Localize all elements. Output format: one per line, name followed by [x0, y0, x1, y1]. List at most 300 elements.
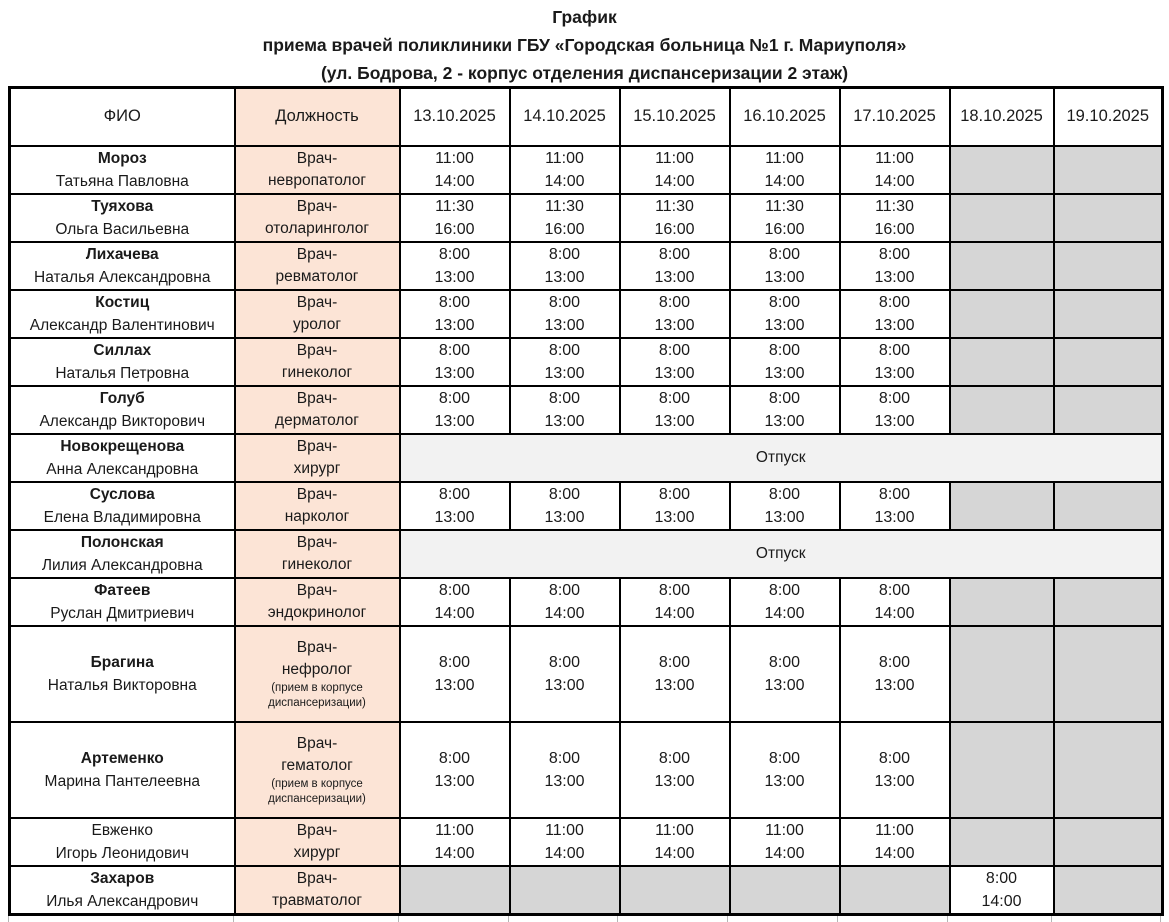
time-cell — [400, 146, 510, 194]
time-value: 8:00 — [438, 653, 471, 671]
table-row — [10, 626, 1163, 722]
time-cell — [840, 338, 950, 386]
time-cell — [730, 818, 840, 866]
doctor-given-name: Ольга Васильевна — [55, 220, 190, 238]
time-value: 14:00 — [544, 844, 585, 862]
day-off-cell — [1054, 866, 1163, 915]
position-line: нефролог — [281, 660, 353, 678]
doctor-surname: Артеменко — [80, 749, 164, 767]
schedule-title — [0, 0, 1169, 86]
doctor-surname: Евженко — [91, 821, 154, 839]
day-off-cell — [950, 626, 1054, 722]
time-value: 11:00 — [435, 821, 474, 839]
time-cell — [840, 386, 950, 434]
time-value: 13:00 — [434, 268, 475, 286]
time-value: 8:00 — [658, 749, 691, 767]
doctor-given-name: Елена Владимировна — [43, 508, 201, 526]
doctor-name-cell — [10, 290, 235, 338]
position-line: ревматолог — [275, 267, 359, 285]
schedule-title-line2: приема врачей поликлиники ГБУ «Городская больница №1 г. Мариуполя» — [262, 35, 907, 55]
time-value: 8:00 — [438, 245, 471, 263]
doctor-name-cell — [10, 626, 235, 722]
position-line: Врач- — [296, 389, 338, 407]
time-cell — [840, 290, 950, 338]
cutoff-next-row-strip — [8, 916, 1161, 922]
position-line: Врач- — [296, 245, 338, 263]
column-header: 17.10.2025 — [840, 88, 950, 146]
time-cell — [730, 386, 840, 434]
position-line: гинеколог — [281, 363, 353, 381]
time-value: 16:00 — [434, 220, 475, 238]
day-off-cell — [1054, 482, 1163, 530]
position-line: гинеколог — [281, 555, 353, 573]
time-cell — [840, 242, 950, 290]
time-value: 8:00 — [768, 245, 801, 263]
time-value: 11:00 — [875, 149, 914, 167]
time-value: 8:00 — [658, 389, 691, 407]
time-value: 16:00 — [874, 220, 915, 238]
time-value: 13:00 — [874, 412, 915, 430]
time-value: 13:00 — [874, 772, 915, 790]
doctor-name-cell — [10, 386, 235, 434]
time-value: 11:00 — [435, 149, 474, 167]
time-value: 11:30 — [765, 197, 804, 215]
time-value: 8:00 — [878, 245, 911, 263]
time-cell — [510, 626, 620, 722]
table-row — [10, 578, 1163, 626]
cutoff-cell — [838, 916, 948, 922]
position-line: Врач- — [296, 821, 338, 839]
time-value: 8:00 — [548, 485, 581, 503]
table-row — [10, 530, 1163, 578]
time-value: 8:00 — [548, 341, 581, 359]
doctor-name-cell — [10, 194, 235, 242]
time-value: 8:00 — [985, 869, 1018, 887]
time-cell — [400, 818, 510, 866]
time-value: 13:00 — [434, 772, 475, 790]
doctor-given-name: Игорь Леонидович — [55, 844, 189, 862]
day-off-cell — [1054, 818, 1163, 866]
time-value: 13:00 — [544, 772, 585, 790]
day-off-cell — [1054, 386, 1163, 434]
time-value: 8:00 — [878, 341, 911, 359]
time-value: 8:00 — [548, 293, 581, 311]
cutoff-cell — [509, 916, 619, 922]
time-cell — [400, 386, 510, 434]
time-value: 8:00 — [878, 581, 911, 599]
time-value: 8:00 — [548, 749, 581, 767]
time-value: 8:00 — [768, 581, 801, 599]
time-value: 16:00 — [764, 220, 805, 238]
time-value: 13:00 — [654, 676, 695, 694]
table-row — [10, 818, 1163, 866]
cutoff-cell — [728, 916, 838, 922]
position-cell — [235, 242, 400, 290]
time-cell — [400, 194, 510, 242]
time-value: 13:00 — [544, 268, 585, 286]
day-off-cell — [1054, 146, 1163, 194]
time-value: 8:00 — [658, 653, 691, 671]
time-value: 13:00 — [434, 508, 475, 526]
time-value: 11:30 — [875, 197, 914, 215]
time-value: 14:00 — [764, 172, 805, 190]
position-line: Врач- — [296, 581, 338, 599]
column-header: 15.10.2025 — [620, 88, 730, 146]
doctor-surname: Туяхова — [91, 197, 154, 215]
doctor-surname: Захаров — [90, 869, 155, 887]
time-value: 13:00 — [874, 268, 915, 286]
day-off-cell — [950, 146, 1054, 194]
time-cell — [510, 146, 620, 194]
doctor-name-cell — [10, 866, 235, 915]
time-value: 14:00 — [654, 604, 695, 622]
position-cell — [235, 818, 400, 866]
day-off-cell — [510, 866, 620, 915]
time-cell — [510, 290, 620, 338]
column-header: Должность — [235, 88, 400, 146]
time-value: 8:00 — [768, 653, 801, 671]
time-value: 8:00 — [548, 581, 581, 599]
table-row — [10, 290, 1163, 338]
time-value: 11:00 — [655, 821, 694, 839]
position-cell — [235, 386, 400, 434]
position-note-line: диспансеризации) — [268, 696, 366, 709]
time-cell — [620, 290, 730, 338]
doctor-name-cell — [10, 146, 235, 194]
time-cell — [730, 194, 840, 242]
time-value: 11:00 — [655, 149, 694, 167]
time-value: 14:00 — [764, 604, 805, 622]
time-value: 14:00 — [981, 892, 1022, 910]
time-cell — [840, 626, 950, 722]
doctor-name-cell — [10, 530, 235, 578]
doctor-surname: Брагина — [90, 653, 154, 671]
time-value: 8:00 — [438, 749, 471, 767]
time-value: 11:30 — [545, 197, 584, 215]
time-value: 8:00 — [768, 341, 801, 359]
time-value: 8:00 — [768, 389, 801, 407]
position-cell — [235, 578, 400, 626]
time-value: 8:00 — [658, 341, 691, 359]
day-off-cell — [950, 290, 1054, 338]
day-off-cell — [1054, 722, 1163, 818]
time-value: 13:00 — [654, 508, 695, 526]
schedule-body — [10, 146, 1163, 915]
position-line: Врач- — [296, 437, 338, 455]
column-header: 18.10.2025 — [950, 88, 1054, 146]
position-line: Врач- — [296, 638, 338, 656]
doctor-name-cell — [10, 578, 235, 626]
time-cell — [400, 722, 510, 818]
time-value: 8:00 — [878, 485, 911, 503]
time-value: 11:30 — [655, 197, 694, 215]
time-cell — [510, 482, 620, 530]
doctor-given-name: Марина Пантелеевна — [44, 772, 201, 790]
day-off-cell — [1054, 194, 1163, 242]
time-value: 8:00 — [548, 245, 581, 263]
column-header: 16.10.2025 — [730, 88, 840, 146]
time-value: 13:00 — [764, 772, 805, 790]
position-line: уролог — [293, 315, 341, 333]
time-value: 11:00 — [765, 149, 804, 167]
table-row — [10, 866, 1163, 915]
day-off-cell — [950, 818, 1054, 866]
position-line: Врач- — [296, 293, 338, 311]
time-value: 11:30 — [435, 197, 474, 215]
position-cell — [235, 626, 400, 722]
table-row — [10, 386, 1163, 434]
position-line: Врач- — [296, 485, 338, 503]
doctor-surname: Фатеев — [94, 581, 151, 599]
time-value: 13:00 — [544, 316, 585, 334]
position-line: Врач- — [296, 734, 338, 752]
time-cell — [510, 194, 620, 242]
position-line: нарколог — [284, 507, 350, 525]
time-cell — [510, 818, 620, 866]
time-value: 13:00 — [654, 412, 695, 430]
day-off-cell — [730, 866, 840, 915]
time-cell — [620, 818, 730, 866]
position-note-line: (прием в корпусе — [271, 681, 363, 694]
time-cell — [620, 338, 730, 386]
time-cell — [510, 338, 620, 386]
time-cell — [400, 338, 510, 386]
column-header: 14.10.2025 — [510, 88, 620, 146]
day-off-cell — [950, 242, 1054, 290]
doctor-name-cell — [10, 338, 235, 386]
time-value: 13:00 — [434, 676, 475, 694]
time-value: 8:00 — [438, 293, 471, 311]
time-value: 13:00 — [764, 412, 805, 430]
time-value: 13:00 — [654, 268, 695, 286]
doctor-name-cell — [10, 722, 235, 818]
time-value: 14:00 — [544, 604, 585, 622]
time-value: 14:00 — [874, 844, 915, 862]
position-line: Врач- — [296, 149, 338, 167]
column-header: 13.10.2025 — [400, 88, 510, 146]
time-value: 13:00 — [544, 364, 585, 382]
day-off-cell — [1054, 626, 1163, 722]
doctor-name-cell — [10, 818, 235, 866]
cutoff-cell — [399, 916, 509, 922]
time-cell — [620, 626, 730, 722]
time-value: 11:00 — [765, 821, 804, 839]
position-line: хирург — [293, 843, 341, 861]
time-value: 8:00 — [438, 581, 471, 599]
time-value: 16:00 — [654, 220, 695, 238]
doctor-name-cell — [10, 482, 235, 530]
position-line: дерматолог — [275, 411, 359, 429]
time-value: 14:00 — [654, 172, 695, 190]
cutoff-cell — [234, 916, 399, 922]
time-value: 13:00 — [874, 316, 915, 334]
position-cell — [235, 434, 400, 482]
position-cell — [235, 338, 400, 386]
time-value: 14:00 — [654, 844, 695, 862]
time-value: 14:00 — [874, 604, 915, 622]
doctors-schedule-table — [8, 86, 1164, 916]
doctor-given-name: Наталья Викторовна — [47, 676, 197, 694]
doctor-given-name: Татьяна Павловна — [55, 172, 189, 190]
time-value: 8:00 — [658, 485, 691, 503]
time-value: 11:00 — [545, 149, 584, 167]
time-value: 11:00 — [875, 821, 914, 839]
time-cell — [620, 482, 730, 530]
schedule-title-line3: (ул. Бодрова, 2 - корпус отделения диспансеризации 2 этаж) — [320, 63, 849, 83]
time-value: 13:00 — [764, 364, 805, 382]
doctor-given-name: Наталья Александровна — [34, 268, 211, 286]
table-row — [10, 722, 1163, 818]
time-cell — [620, 242, 730, 290]
position-line: Врач- — [296, 341, 338, 359]
time-value: 14:00 — [434, 604, 475, 622]
time-cell — [730, 626, 840, 722]
position-line: гематолог — [281, 756, 353, 774]
doctor-surname: Костиц — [95, 293, 150, 311]
day-off-cell — [1054, 338, 1163, 386]
day-off-cell — [1054, 242, 1163, 290]
time-value: 8:00 — [548, 653, 581, 671]
time-value: 14:00 — [764, 844, 805, 862]
doctor-surname: Полонская — [80, 533, 164, 551]
table-row — [10, 338, 1163, 386]
time-value: 8:00 — [768, 293, 801, 311]
time-cell — [950, 866, 1054, 915]
time-value: 13:00 — [544, 412, 585, 430]
day-off-cell — [620, 866, 730, 915]
day-off-cell — [950, 386, 1054, 434]
time-cell — [840, 722, 950, 818]
column-header: ФИО — [10, 88, 235, 146]
vacation-cell: Отпуск — [400, 434, 1163, 482]
time-value: 13:00 — [654, 772, 695, 790]
time-cell — [730, 146, 840, 194]
time-value: 13:00 — [764, 508, 805, 526]
day-off-cell — [1054, 290, 1163, 338]
day-off-cell — [950, 722, 1054, 818]
time-cell — [400, 290, 510, 338]
doctor-name-cell — [10, 242, 235, 290]
time-value: 8:00 — [878, 653, 911, 671]
day-off-cell — [950, 482, 1054, 530]
time-value: 14:00 — [434, 844, 475, 862]
time-cell — [510, 242, 620, 290]
time-cell — [730, 338, 840, 386]
doctor-name-cell — [10, 434, 235, 482]
time-value: 13:00 — [434, 316, 475, 334]
time-value: 11:00 — [545, 821, 584, 839]
table-row — [10, 146, 1163, 194]
table-row — [10, 482, 1163, 530]
doctor-given-name: Анна Александровна — [46, 460, 199, 478]
time-value: 13:00 — [544, 508, 585, 526]
cutoff-cell — [9, 916, 234, 922]
position-cell — [235, 530, 400, 578]
time-value: 14:00 — [544, 172, 585, 190]
time-value: 8:00 — [878, 749, 911, 767]
time-value: 8:00 — [658, 581, 691, 599]
time-value: 16:00 — [544, 220, 585, 238]
time-value: 8:00 — [768, 749, 801, 767]
position-cell — [235, 194, 400, 242]
doctor-surname: Новокрещенова — [60, 437, 185, 455]
time-value: 13:00 — [874, 508, 915, 526]
time-value: 13:00 — [434, 412, 475, 430]
time-cell — [730, 242, 840, 290]
time-value: 8:00 — [658, 293, 691, 311]
time-value: 13:00 — [764, 316, 805, 334]
time-value: 8:00 — [658, 245, 691, 263]
time-cell — [620, 578, 730, 626]
position-line: эндокринолог — [267, 603, 367, 621]
day-off-cell — [840, 866, 950, 915]
time-value: 13:00 — [434, 364, 475, 382]
doctor-given-name: Александр Викторович — [39, 412, 206, 430]
position-line: Врач- — [296, 197, 338, 215]
time-value: 8:00 — [438, 341, 471, 359]
position-cell — [235, 866, 400, 915]
time-cell — [400, 482, 510, 530]
doctor-surname: Силлах — [93, 341, 152, 359]
day-off-cell — [400, 866, 510, 915]
time-value: 14:00 — [434, 172, 475, 190]
time-value: 13:00 — [654, 364, 695, 382]
position-line: Врач- — [296, 869, 338, 887]
time-cell — [840, 578, 950, 626]
time-value: 8:00 — [548, 389, 581, 407]
time-cell — [620, 146, 730, 194]
position-line: Врач- — [296, 533, 338, 551]
position-note-line: диспансеризации) — [268, 792, 366, 805]
time-value: 8:00 — [438, 389, 471, 407]
day-off-cell — [950, 194, 1054, 242]
time-value: 13:00 — [654, 316, 695, 334]
time-value: 13:00 — [764, 268, 805, 286]
table-row — [10, 242, 1163, 290]
time-cell — [510, 722, 620, 818]
time-cell — [620, 194, 730, 242]
time-value: 8:00 — [768, 485, 801, 503]
table-row — [10, 194, 1163, 242]
position-note-line: (прием в корпусе — [271, 777, 363, 790]
position-cell — [235, 482, 400, 530]
time-cell — [510, 578, 620, 626]
time-cell — [840, 818, 950, 866]
vacation-cell: Отпуск — [400, 530, 1163, 578]
time-cell — [840, 194, 950, 242]
day-off-cell — [950, 338, 1054, 386]
time-cell — [620, 722, 730, 818]
table-row — [10, 434, 1163, 482]
doctor-given-name: Александр Валентинович — [29, 316, 215, 334]
position-line: хирург — [293, 459, 341, 477]
header-row — [10, 88, 1163, 146]
position-line: травматолог — [271, 891, 363, 909]
time-cell — [400, 578, 510, 626]
doctor-given-name: Наталья Петровна — [55, 364, 190, 382]
time-value: 13:00 — [764, 676, 805, 694]
time-value: 13:00 — [874, 364, 915, 382]
time-cell — [730, 290, 840, 338]
time-cell — [730, 578, 840, 626]
doctor-surname: Лихачева — [85, 245, 159, 263]
doctor-given-name: Илья Александрович — [46, 892, 199, 910]
cutoff-cell — [948, 916, 1052, 922]
doctor-surname: Голуб — [99, 389, 145, 407]
position-line: невропатолог — [267, 171, 367, 189]
day-off-cell — [1054, 578, 1163, 626]
time-cell — [620, 386, 730, 434]
